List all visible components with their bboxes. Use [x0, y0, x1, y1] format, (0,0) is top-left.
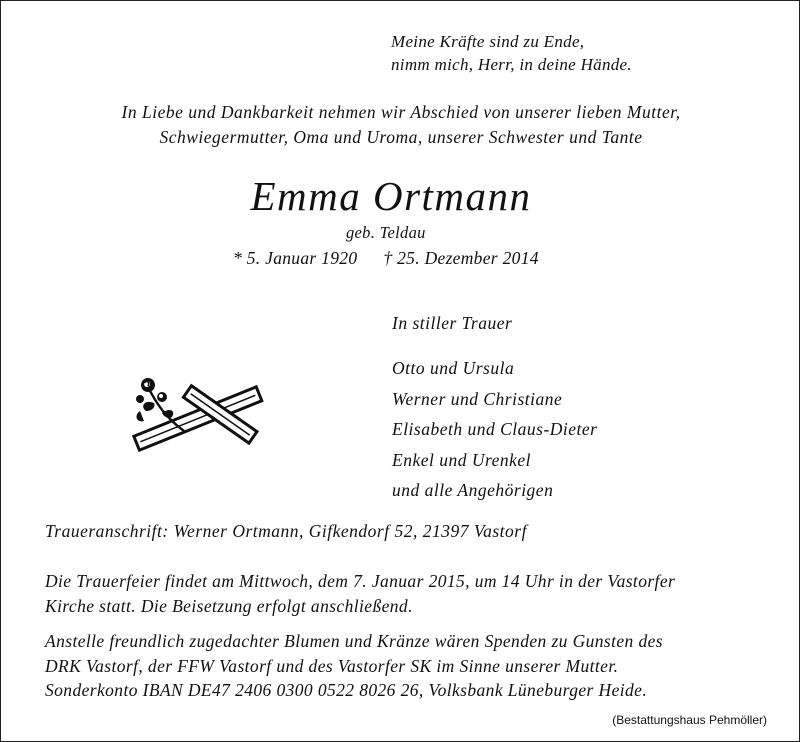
birth-date: * 5. Januar 1920	[233, 248, 358, 268]
ceremony-line-2: Kirche statt. Die Beisetzung erfolgt anschließend.	[45, 595, 413, 616]
motto-line-1: Meine Kräfte sind zu Ende,	[391, 32, 585, 51]
intro-line-1: In Liebe und Dankbarkeit nehmen wir Abschied von unserer lieben Mutter,	[121, 102, 681, 122]
ceremony-line-1: Die Trauerfeier findet am Mittwoch, dem 7. Januar 2015, um 14 Uhr in der Vastorfer	[45, 571, 676, 591]
cross-with-rose-icon	[126, 373, 271, 453]
donation-line-3: Sonderkonto IBAN DE47 2406 0300 0522 8026 26, Volksbank Lüneburger Heide.	[45, 680, 648, 700]
donation-line-1: Anstelle freundlich zugedachter Blumen und Kränze wären Spenden zu Gunsten des	[45, 631, 664, 651]
donation-line-2: DRK Vastorf, der FFW Vastorf und des Vastorfer SK im Sinne unserer Mutter.	[45, 655, 619, 676]
motto-verse	[391, 30, 632, 76]
death-date: † 25. Dezember 2014	[383, 248, 539, 268]
mourner-entry: Otto und Ursula	[392, 358, 515, 378]
life-dates	[233, 248, 539, 269]
mourning-address: Traueranschrift: Werner Ortmann, Gifkendorf 52, 21397 Vastorf	[45, 521, 527, 541]
mourner-entry: Elisabeth und Claus-Dieter	[392, 419, 598, 440]
intro-text	[1, 100, 800, 150]
ceremony-info	[45, 569, 675, 618]
mourner-entry: und alle Angehörigen	[392, 480, 554, 501]
motto-line-2: nimm mich, Herr, in deine Hände.	[391, 55, 632, 74]
deceased-name: Emma Ortmann	[250, 173, 532, 219]
intro-line-2: Schwiegermutter, Oma und Uroma, unserer Schwester und Tante	[159, 127, 643, 147]
mourner-entry: Enkel und Urenkel	[392, 449, 532, 470]
mourning-heading: In stiller Trauer	[392, 313, 513, 333]
donation-info	[45, 629, 663, 703]
mourner-entry: Werner und Christiane	[392, 388, 563, 409]
undertaker-credit: (Bestattungshaus Pehmöller)	[612, 713, 767, 727]
mourners-list	[392, 353, 597, 506]
maiden-name: geb. Teldau	[346, 223, 426, 242]
